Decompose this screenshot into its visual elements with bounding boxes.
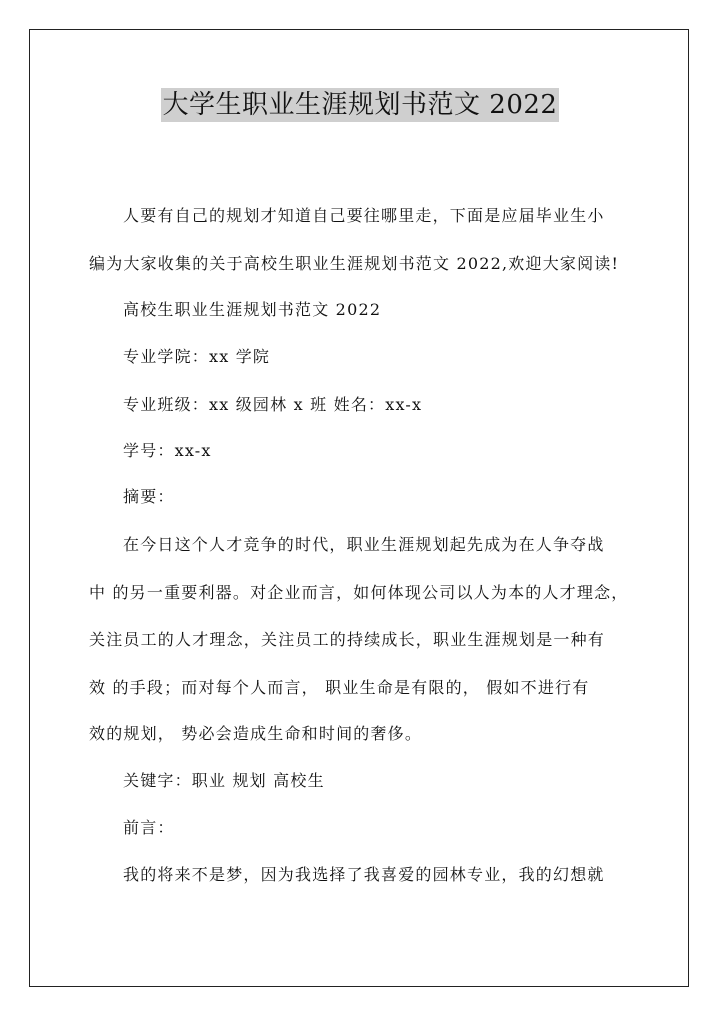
class-name-line: 专业班级：xx 级园林 x 班 姓名：xx-x [123,395,423,414]
abstract-line-5: 效的规划， 势必会造成生命和时间的奢侈。 [89,724,423,743]
page-frame [29,29,689,987]
abstract-line-4: 效 的手段；而对每个人而言， 职业生命是有限的， 假如不进行有 [89,678,590,697]
preface-line-1: 我的将来不是梦，因为我选择了我喜爱的园林专业，我的幻想就 [123,865,605,884]
abstract-heading: 摘要： [123,487,175,506]
abstract-line-1: 在今日这个人才竞争的时代，职业生涯规划起先成为在人争夺战 [123,535,605,554]
subtitle-line: 高校生职业生涯规划书范文 2022 [123,300,382,319]
title-container [0,88,720,122]
keywords-line: 关键字：职业 规划 高校生 [123,771,325,790]
preface-heading: 前言： [123,818,175,837]
abstract-line-3: 关注员工的人才理念，关注员工的持续成长，职业生涯规划是一种有 [89,630,606,649]
intro-paragraph-line-2: 编为大家收集的关于高校生职业生涯规划书范文 2022,欢迎大家阅读! [89,254,620,273]
college-line: 专业学院：xx 学院 [123,347,271,366]
student-id-line: 学号：xx-x [123,441,212,460]
document-title: 大学生职业生涯规划书范文 2022 [162,90,558,120]
abstract-line-2: 中 的另一重要利器。对企业而言，如何体现公司以人为本的人才理念， [89,583,629,602]
intro-paragraph-line-1: 人要有自己的规划才知道自己要往哪里走，下面是应届毕业生小 [123,206,605,225]
